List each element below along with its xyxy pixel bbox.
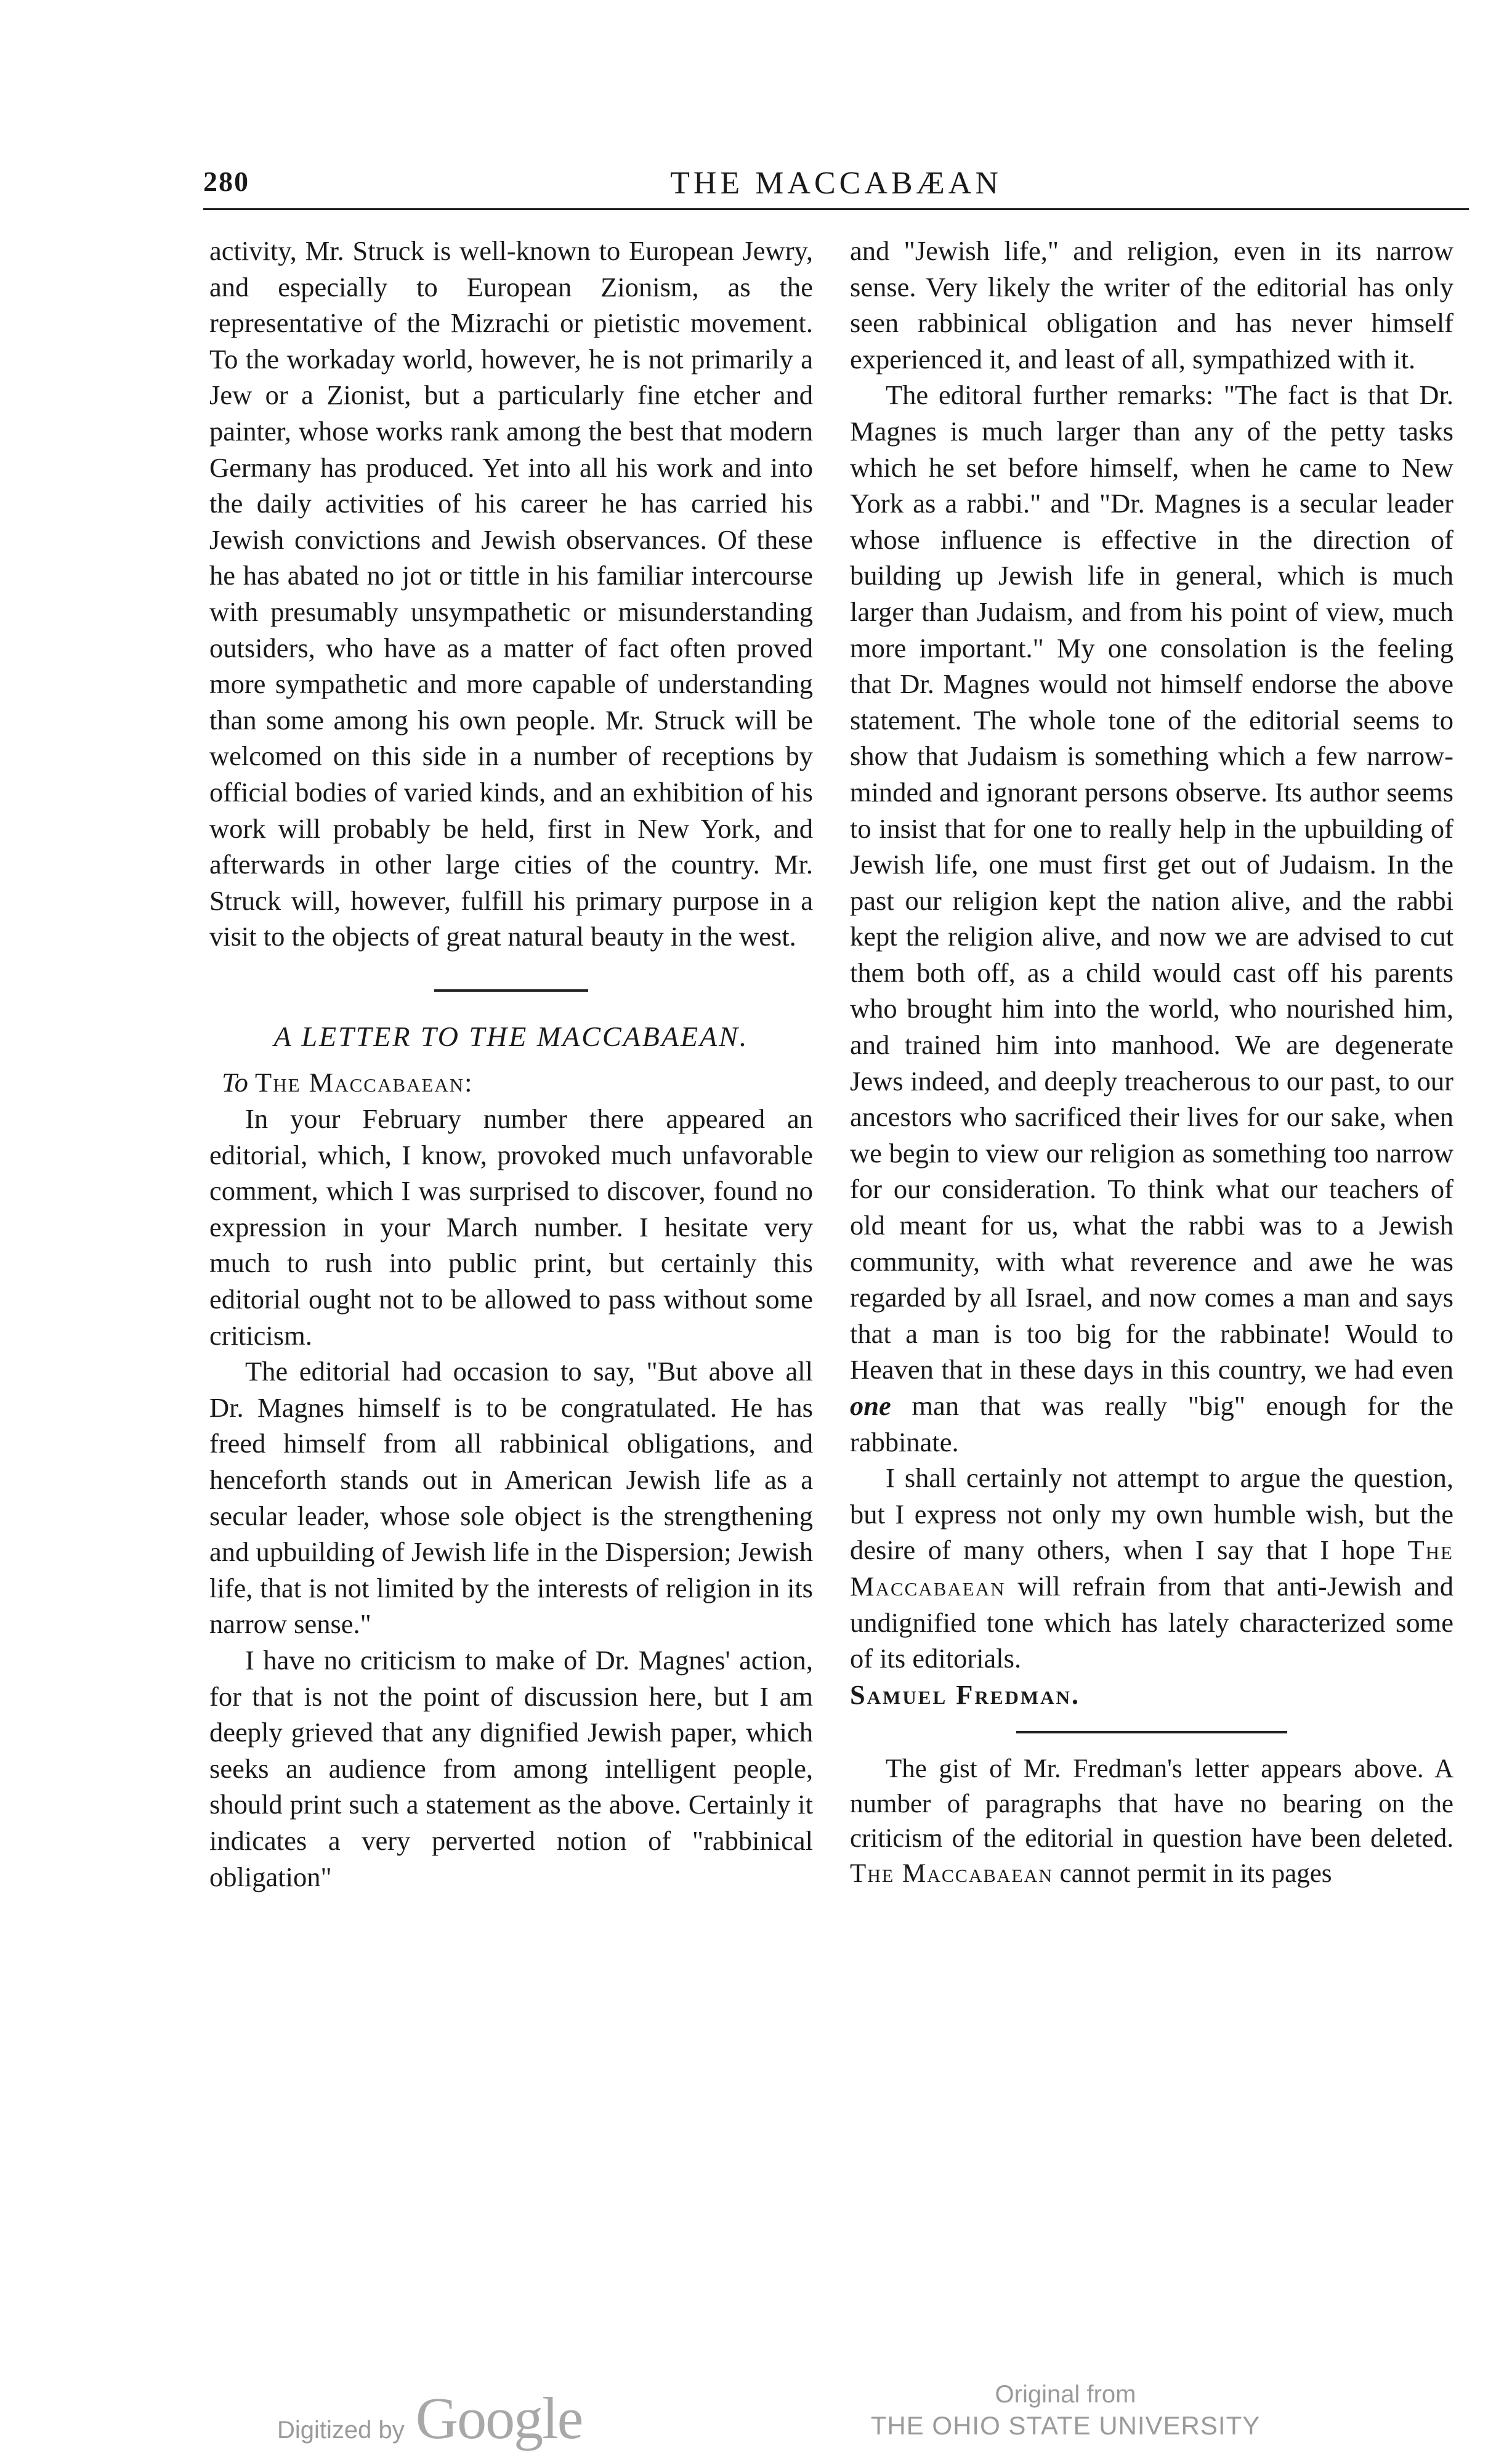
editor-note-paragraph — [850, 1752, 1453, 1891]
page-number: 280 — [203, 166, 249, 197]
signature: Samuel Fredman. — [850, 1679, 1081, 1710]
paragraph-6-end: will refrain from that anti-Jewish and undignified tone which has lately characterized some of its editorials. — [850, 1570, 1454, 1674]
note-divider — [1016, 1731, 1287, 1733]
letter-paragraph-1: In your February number there appeared an editorial, which, I know, provoked much unfavorable comment, which I was surprised to discover, found no expression in your March number. I hesitate very much to rush into public print, but certainly this editorial ought not to be allowed to pass without some criticism. — [209, 1103, 813, 1351]
editor-note — [850, 1752, 1453, 1891]
left-column — [209, 233, 813, 1895]
paragraph-6-text: I shall certainly not attempt to argue the question, but I express not only my own humble wish, but the desire of many others, when I say that I hope — [850, 1462, 1453, 1566]
right-column — [850, 233, 1453, 1891]
digitized-by-label: Digitized by — [277, 2417, 405, 2444]
note-end: cannot permit in its pages — [1059, 1858, 1332, 1888]
struck-paragraph: activity, Mr. Struck is well-known to European Jewry, and especially to European Zionism, as the representative of the Mizrachi or pietistic movement. To the workaday world, however, he is not primarily a Jew or a Zionist, but a particularly fine etcher and painter, whose works rank among the best that modern Germany has produced. Yet into all his work and into the daily activities of his career he has carried his Jewish convictions and Jewish observances. Of these he has abated no jot or tittle in his familiar intercourse with presumably unsympathetic or misunderstanding outsiders, who have as a matter of fact often proved more sympathetic and more capable of understanding than some among his own people. Mr. Struck will be welcomed on this side in a number of receptions by official bodies of varied kinds, and an exhibition of his work will probably be held, first in New York, and afterwards in other large cities of the country. Mr. Struck will, however, fulfill his primary purpose in a visit to the objects of great natural beauty in the west. — [209, 235, 813, 952]
salutation — [209, 1064, 813, 1101]
digitized-watermark — [277, 2384, 583, 2451]
section-divider — [434, 989, 588, 992]
page-header — [203, 165, 1469, 210]
original-from-watermark — [862, 2379, 1269, 2442]
institution-label: THE OHIO STATE UNIVERSITY — [870, 2411, 1261, 2440]
emphasis-one: one — [850, 1390, 891, 1421]
google-logo: Google — [415, 2385, 583, 2451]
letter-paragraph-3: I have no criticism to make of Dr. Magnes' action, for that is not the point of discussion here, but I am deeply grieved that any dignified Jewish paper, which seeks an audience from among intelligent people, should print such a statement as the above. Certainly it indicates a very perverted notion of "rabbinical obligation" — [209, 1644, 813, 1892]
running-title: THE MACCABÆAN — [670, 166, 1002, 201]
paragraph-5-text: The editoral further remarks: "The fact is that Dr. Magnes is much larger than any of the petty tasks which he set before himself, when he came to New York as a rabbi." and "Dr. Magnes is a secular leader whose influence is effective in the direction of building up Jewish life in general, which is much larger than Judaism, and from his point of view, much more important." My one consolation is the feeling that Dr. Magnes would not himself endorse the above statement. The whole tone of the editorial seems to show that Judaism is something which a few narrow-minded and ignorant persons observe. Its author seems to insist that for one to really help in the upbuilding of Jewish life, one must first get out of Judaism. In the past our religion kept the nation alive, and the rabbi kept the religion alive, and now we are advised to cut them both off, as a child would cast off his parents who brought him into the world, who nourished him, and trained him into manhood. We are degenerate Jews indeed, and deeply treacherous to our past, to our ancestors who sacrificed their lives for our sake, when we begin to view our religion as something too narrow for our consideration. To think what our teachers of old meant for us, what the rabbi was to a Jewish community, with what reverence and awe he was regarded by all Israel, and now comes a man and says that a man is too big for the rabbinate! Would to Heaven that in these days in this country, we had even — [850, 379, 1453, 1385]
maccabaean-name: The Maccabaean — [850, 1534, 1453, 1602]
salutation-to: To — [222, 1067, 248, 1098]
letter-paragraph-5 — [850, 377, 1453, 1460]
note-maccabaean-name: The Maccabaean — [850, 1858, 1053, 1888]
letter-title: A LETTER TO THE MACCABAEAN. — [273, 1020, 749, 1052]
salutation-name: The Maccabaean: — [255, 1067, 474, 1098]
note-text: The gist of Mr. Fredman's letter appears above. A number of paragraphs that have no bearing on the criticism of the editorial in question have been deleted. — [850, 1754, 1453, 1854]
letter-paragraph-2: The editorial had occasion to say, "But above all Dr. Magnes himself is to be congratulated. He has freed himself from all rabbinical obligations, and henceforth stands out in American Jewish life as a secular leader, whose sole object is the strengthening and upbuilding of Jewish life in the Dispersion; Jewish life, that is not limited by the interests of religion in its narrow sense." — [209, 1356, 813, 1640]
letter-paragraph-6 — [850, 1460, 1453, 1677]
letter-paragraph-4: and "Jewish life," and religion, even in its narrow sense. Very likely the writer of the editorial has only seen rabbinical obligation and has never himself experienced it, and least of all, sympathized with it. — [850, 235, 1453, 375]
original-from-label: Original from — [995, 2381, 1136, 2408]
paragraph-5-end: man that was really "big" enough for the rabbinate. — [850, 1390, 1454, 1457]
